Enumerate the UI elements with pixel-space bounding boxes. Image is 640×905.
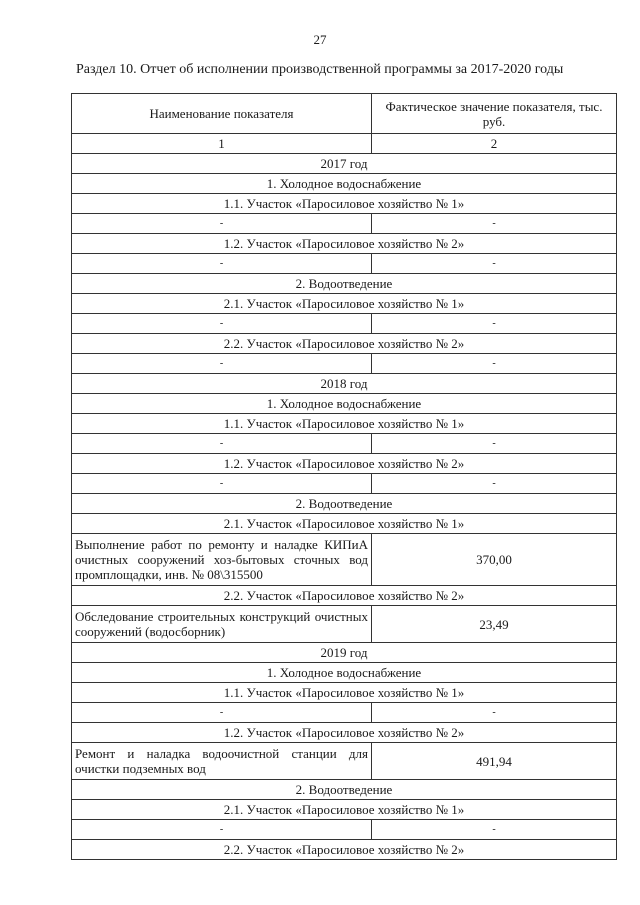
table-row xyxy=(72,743,617,780)
indicator-name: - xyxy=(72,214,372,234)
column-number-2: 2 xyxy=(372,134,617,154)
section-row xyxy=(72,274,617,294)
section-row xyxy=(72,374,617,394)
section-heading: 1.1. Участок «Паросиловое хозяйство № 1» xyxy=(72,194,617,214)
indicator-value: 23,49 xyxy=(372,606,617,643)
section-heading: 1.2. Участок «Паросиловое хозяйство № 2» xyxy=(72,234,617,254)
section-row xyxy=(72,294,617,314)
section-row xyxy=(72,194,617,214)
section-row xyxy=(72,663,617,683)
indicator-value: - xyxy=(372,314,617,334)
empty-row xyxy=(72,434,617,454)
section-heading: 2.2. Участок «Паросиловое хозяйство № 2» xyxy=(72,334,617,354)
indicator-name: - xyxy=(72,254,372,274)
indicator-name: - xyxy=(72,820,372,840)
section-heading: 2. Водоотведение xyxy=(72,780,617,800)
section-row xyxy=(72,723,617,743)
empty-row xyxy=(72,254,617,274)
indicator-value: - xyxy=(372,254,617,274)
section-row xyxy=(72,234,617,254)
section-row xyxy=(72,154,617,174)
section-heading: 2017 год xyxy=(72,154,617,174)
indicator-value: - xyxy=(372,820,617,840)
empty-row xyxy=(72,214,617,234)
section-heading: 1.2. Участок «Паросиловое хозяйство № 2» xyxy=(72,454,617,474)
section-row xyxy=(72,174,617,194)
section-row xyxy=(72,840,617,860)
indicator-name: Ремонт и наладка водоочистной станции для очистки подземных вод xyxy=(72,743,372,780)
indicator-name: - xyxy=(72,434,372,454)
section-heading: 1.2. Участок «Паросиловое хозяйство № 2» xyxy=(72,723,617,743)
section-heading: 2.1. Участок «Паросиловое хозяйство № 1» xyxy=(72,514,617,534)
indicator-name: Выполнение работ по ремонту и наладке КИПиА очистных сооружений хоз-бытовых сточных вод промплощадки, инв. № 08\315500 xyxy=(72,534,372,586)
section-heading: 1.1. Участок «Паросиловое хозяйство № 1» xyxy=(72,414,617,434)
section-heading: 2018 год xyxy=(72,374,617,394)
header-col-name: Наименование показателя xyxy=(72,94,372,134)
section-row xyxy=(72,683,617,703)
section-heading: 2. Водоотведение xyxy=(72,274,617,294)
section-heading: 2.1. Участок «Паросиловое хозяйство № 1» xyxy=(72,294,617,314)
indicator-name: - xyxy=(72,314,372,334)
indicator-value: 370,00 xyxy=(372,534,617,586)
indicator-name: - xyxy=(72,703,372,723)
section-row xyxy=(72,414,617,434)
column-number-row xyxy=(72,134,617,154)
section-row xyxy=(72,780,617,800)
indicator-value: - xyxy=(372,703,617,723)
section-row xyxy=(72,643,617,663)
empty-row xyxy=(72,474,617,494)
section-row xyxy=(72,334,617,354)
section-heading: 2. Водоотведение xyxy=(72,494,617,514)
section-row xyxy=(72,514,617,534)
indicator-value: - xyxy=(372,474,617,494)
section-row xyxy=(72,394,617,414)
section-heading: 2.2. Участок «Паросиловое хозяйство № 2» xyxy=(72,586,617,606)
column-number-1: 1 xyxy=(72,134,372,154)
indicator-name: - xyxy=(72,474,372,494)
indicator-name: - xyxy=(72,354,372,374)
section-heading: 2.1. Участок «Паросиловое хозяйство № 1» xyxy=(72,800,617,820)
table-row xyxy=(72,534,617,586)
section-heading: 1. Холодное водоснабжение xyxy=(72,394,617,414)
section-heading: 1. Холодное водоснабжение xyxy=(72,174,617,194)
indicator-name: Обследование строительных конструкций очистных сооружений (водосборник) xyxy=(72,606,372,643)
section-heading: 2.2. Участок «Паросиловое хозяйство № 2» xyxy=(72,840,617,860)
indicator-value: - xyxy=(372,354,617,374)
table-row xyxy=(72,606,617,643)
indicator-value: - xyxy=(372,434,617,454)
section-row xyxy=(72,800,617,820)
section-heading: 1.1. Участок «Паросиловое хозяйство № 1» xyxy=(72,683,617,703)
section-title: Раздел 10. Отчет об исполнении производственной программы за 2017-2020 годы xyxy=(76,62,564,77)
empty-row xyxy=(72,820,617,840)
empty-row xyxy=(72,314,617,334)
page-number: 27 xyxy=(313,32,327,47)
section-row xyxy=(72,586,617,606)
indicator-value: - xyxy=(372,214,617,234)
indicator-value: 491,94 xyxy=(372,743,617,780)
section-row xyxy=(72,494,617,514)
section-heading: 1. Холодное водоснабжение xyxy=(72,663,617,683)
header-row xyxy=(72,94,617,134)
empty-row xyxy=(72,703,617,723)
report-table xyxy=(71,93,617,860)
section-row xyxy=(72,454,617,474)
section-heading: 2019 год xyxy=(72,643,617,663)
empty-row xyxy=(72,354,617,374)
header-col-value: Фактическое значение показателя, тыс. руб. xyxy=(372,94,617,134)
